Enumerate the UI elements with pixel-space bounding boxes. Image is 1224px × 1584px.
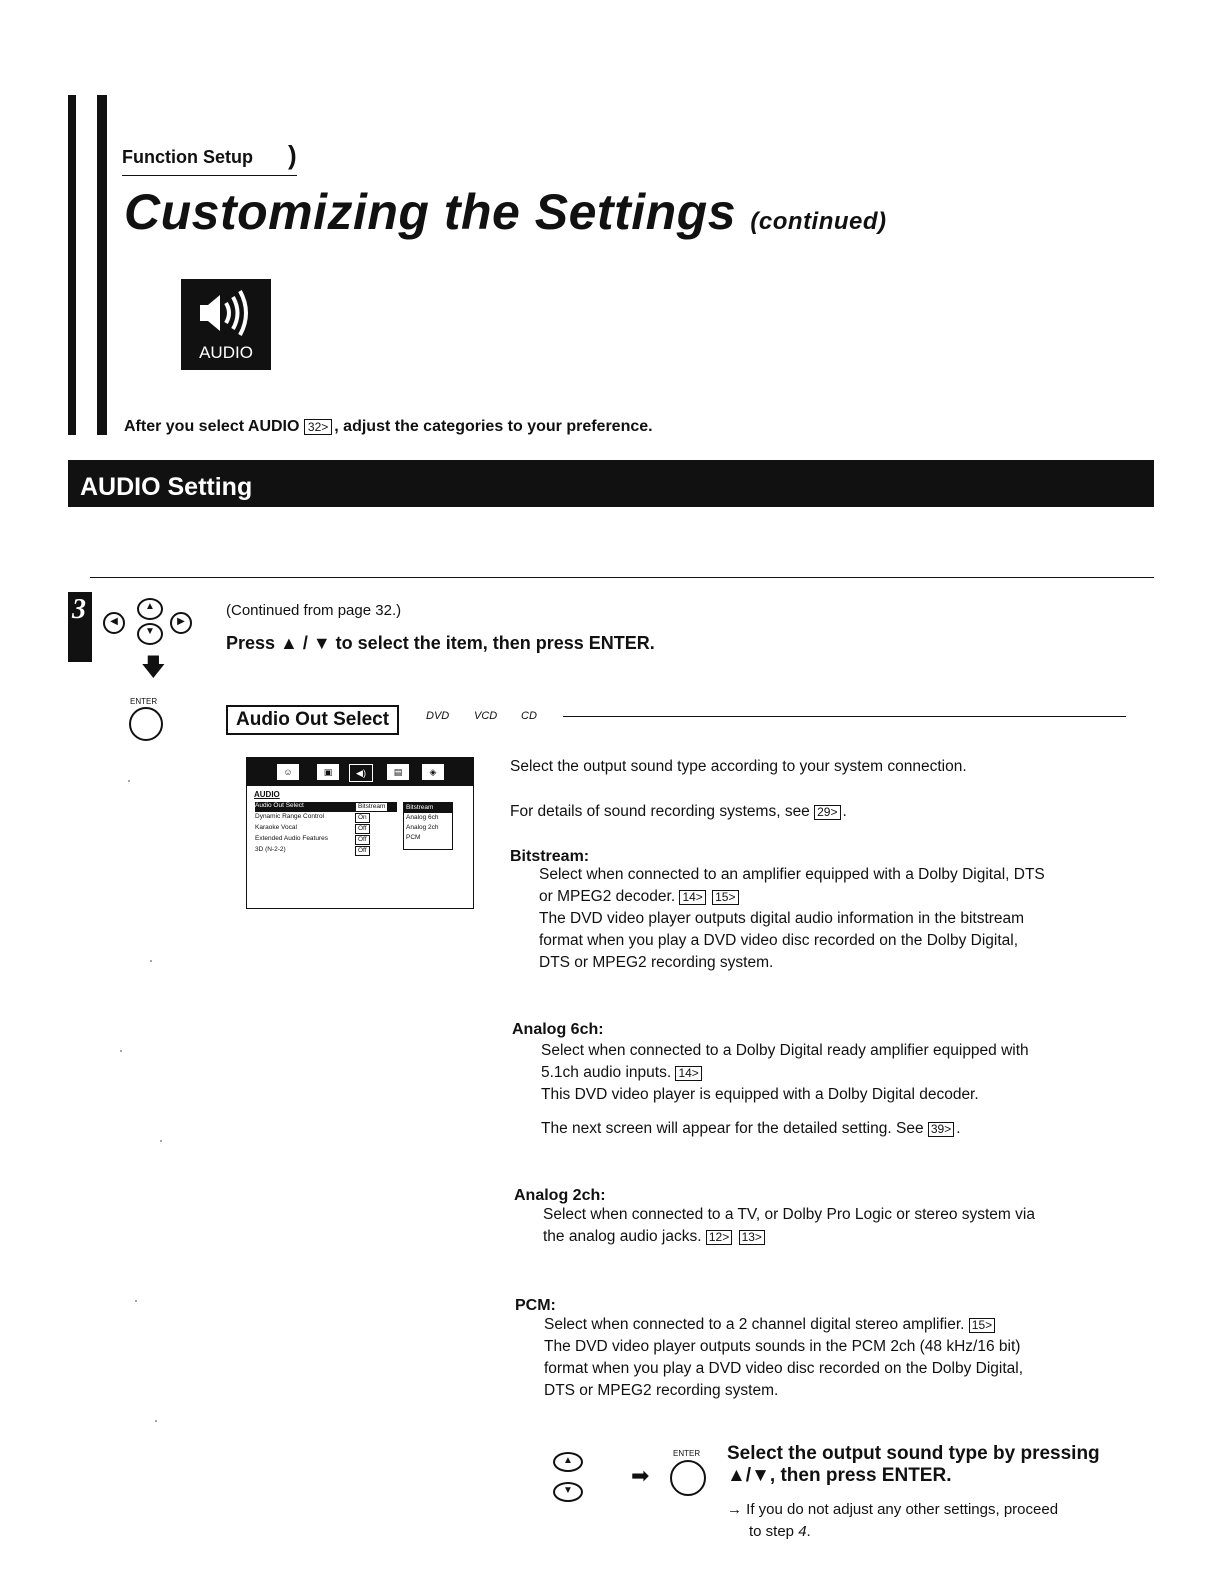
scan-speck xyxy=(150,960,152,962)
scan-speck xyxy=(160,1140,162,1142)
bitstream-heading: Bitstream: xyxy=(510,848,590,865)
bitstream-line xyxy=(539,886,1045,908)
audio-out-select-heading: Audio Out Select xyxy=(226,705,399,735)
enter-button xyxy=(670,1460,706,1496)
screen-menu-row xyxy=(255,835,397,845)
step-number-text: 3 xyxy=(72,594,86,625)
intro-before: After you select AUDIO xyxy=(124,418,300,435)
popup-option: PCM xyxy=(406,834,421,841)
menu-screen-illustration xyxy=(246,757,474,909)
audio-setting-bar xyxy=(68,460,1154,507)
pcm-heading: PCM: xyxy=(515,1297,556,1314)
analog2ch-body xyxy=(543,1204,1035,1248)
step-instruction: Press ▲ / ▼ to select the item, then press ENTER. xyxy=(226,633,655,653)
final-instruction-line: Select the output sound type by pressing xyxy=(727,1443,1100,1464)
bitstream-line: Select when connected to an amplifier equipped with a Dolby Digital, DTS xyxy=(539,866,1045,883)
final-note-text: to step xyxy=(749,1523,795,1540)
page-ref-15-number: 15 xyxy=(715,890,729,904)
scan-speck xyxy=(128,780,130,782)
audio-setting-title: AUDIO Setting xyxy=(80,473,253,501)
analog2ch-line xyxy=(543,1226,1035,1248)
page-title-main: Customizing the Settings xyxy=(124,184,736,240)
analog6ch-line: Select when connected to a Dolby Digital ready amplifier equipped with xyxy=(541,1042,1029,1059)
screen-heading: AUDIO xyxy=(254,790,280,799)
page-ref-32: 32> xyxy=(304,419,332,435)
analog2ch-line: Select when connected to a TV, or Dolby Pro Logic or stereo system via xyxy=(543,1206,1035,1223)
scan-speck xyxy=(135,1300,137,1302)
intro-after: , adjust the categories to your preference. xyxy=(334,418,653,435)
pcm-line: The DVD video player outputs sounds in the PCM 2ch (48 kHz/16 bit) xyxy=(544,1338,1021,1355)
final-note-line xyxy=(727,1521,1058,1543)
up-arrow-button: ▲ xyxy=(137,598,163,620)
screen-row-label: Dynamic Range Control xyxy=(255,813,325,820)
description-intro: Select the output sound type according to your system connection. xyxy=(510,758,967,775)
description-details xyxy=(510,801,847,823)
up-arrow-button: ▲ xyxy=(553,1452,583,1472)
page-ref-14: 14> xyxy=(675,1066,701,1081)
screen-menu-row xyxy=(255,802,397,812)
tab-audio-icon: ◀) xyxy=(349,764,373,782)
page-ref-39: 39> xyxy=(928,1122,954,1137)
screen-row-value: On xyxy=(355,813,370,823)
screen-row-label: Audio Out Select xyxy=(255,802,304,809)
popup-option: Analog 2ch xyxy=(406,824,439,831)
down-arrow-icon: 🡇 xyxy=(141,654,166,681)
screen-row-value: Off xyxy=(355,835,370,845)
enter-button xyxy=(129,707,163,741)
screen-row-label: Extended Audio Features xyxy=(255,835,328,842)
pcm-line xyxy=(544,1314,1023,1336)
pcm-line1-text: Select when connected to a 2 channel digital stereo amplifier. xyxy=(544,1316,965,1333)
bitstream-line: DTS or MPEG2 recording system. xyxy=(539,954,774,971)
bitstream-body xyxy=(539,864,1045,974)
analog6ch-line xyxy=(541,1118,1029,1140)
page-ref-29-number: 29 xyxy=(817,805,831,819)
final-instruction-line: ▲/▼, then press ENTER. xyxy=(727,1465,952,1486)
details-end: . xyxy=(842,803,847,820)
final-instruction xyxy=(727,1443,1100,1487)
analog6ch-line2-text: 5.1ch audio inputs. xyxy=(541,1064,672,1081)
analog6ch-body xyxy=(541,1040,1029,1140)
intro-text xyxy=(124,418,653,436)
continued-note: (Continued from page 32.) xyxy=(226,602,402,619)
screen-row-value: Bitstream xyxy=(355,802,388,812)
screen-menu-row xyxy=(255,846,397,856)
page-ref-14: 14> xyxy=(679,890,705,905)
audio-category-icon xyxy=(181,279,271,370)
screen-menu-row xyxy=(255,813,397,823)
bitstream-line: The DVD video player outputs digital audio information in the bitstream xyxy=(539,910,1025,927)
section-paren: ) xyxy=(288,140,297,170)
section-underline xyxy=(122,175,297,176)
pcm-body xyxy=(544,1314,1023,1402)
pcm-line: format when you play a DVD video disc recorded on the Dolby Digital, xyxy=(544,1360,1024,1377)
step-number xyxy=(68,592,92,662)
section-label: Function Setup xyxy=(122,147,253,167)
screen-row-value: Off xyxy=(355,846,370,856)
left-margin-bar xyxy=(68,95,76,435)
page-ref-15: 15> xyxy=(969,1318,995,1333)
right-arrow-icon: ➡ xyxy=(631,1463,650,1488)
scan-speck xyxy=(155,1420,157,1422)
page-title xyxy=(124,183,887,241)
speaker-icon xyxy=(198,285,254,341)
popup-option: Analog 6ch xyxy=(406,814,439,821)
disc-badge-dvd: DVD xyxy=(426,710,450,722)
screen-row-label: 3D (N-2-2) xyxy=(255,846,286,853)
bitstream-line: format when you play a DVD video disc recorded on the Dolby Digital, xyxy=(539,932,1019,949)
bitstream-line2-text: or MPEG2 decoder. xyxy=(539,888,676,905)
disc-badge-cd: CD xyxy=(521,710,537,722)
details-text: For details of sound recording systems, see xyxy=(510,803,810,820)
page-ref-14-number: 14 xyxy=(678,1066,692,1080)
left-arrow-button: ◀ xyxy=(103,612,125,634)
page-ref-12: 12> xyxy=(706,1230,732,1245)
page-ref-29: 29> xyxy=(814,805,840,820)
tab-picture-icon: ☺ xyxy=(277,764,299,780)
page-ref-13-number: 13 xyxy=(741,1230,755,1244)
final-note-line: → If you do not adjust any other settings, proceed xyxy=(727,1501,1059,1518)
screen-popup-list xyxy=(403,802,453,850)
tab-language-icon: ▤ xyxy=(387,764,409,780)
down-arrow-button: ▼ xyxy=(553,1482,583,1502)
enter-label: ENTER xyxy=(673,1449,701,1458)
page-ref-12-number: 12 xyxy=(708,1230,723,1244)
page-ref-15-number: 15 xyxy=(971,1318,986,1332)
page-ref-13: 13> xyxy=(739,1230,765,1245)
page-ref-39-number: 39 xyxy=(930,1122,945,1136)
analog6ch-line: This DVD video player is equipped with a Dolby Digital decoder. xyxy=(541,1086,979,1103)
step-divider xyxy=(90,577,1154,578)
analog6ch-line4-end: . xyxy=(956,1120,961,1137)
enter-label: ENTER xyxy=(130,697,158,706)
final-note-end: . xyxy=(806,1523,811,1540)
tab-display-icon: ▣ xyxy=(317,764,339,780)
popup-option: Bitstream xyxy=(404,803,452,813)
analog6ch-line4-text: The next screen will appear for the detailed setting. See xyxy=(541,1120,924,1137)
analog6ch-line xyxy=(541,1062,1029,1084)
step-reference: 4 xyxy=(798,1523,807,1540)
analog2ch-heading: Analog 2ch: xyxy=(514,1187,606,1204)
analog6ch-heading: Analog 6ch: xyxy=(512,1021,604,1038)
page-ref-32-number: 32 xyxy=(307,420,322,434)
page-ref-14-number: 14 xyxy=(682,890,696,904)
disc-badge-vcd: VCD xyxy=(474,710,498,722)
right-arrow-button: ▶ xyxy=(170,612,192,634)
screen-menu-row xyxy=(255,824,397,834)
screen-row-value: Off xyxy=(355,824,370,834)
page-ref-15: 15> xyxy=(712,890,738,905)
page-title-suffix: (continued) xyxy=(750,208,887,235)
audio-icon-label: AUDIO xyxy=(199,343,253,362)
pcm-line: DTS or MPEG2 recording system. xyxy=(544,1382,779,1399)
final-note xyxy=(727,1499,1058,1543)
left-margin-bar-inner xyxy=(97,95,107,435)
analog2ch-line2-text: the analog audio jacks. xyxy=(543,1228,702,1245)
down-arrow-button: ▼ xyxy=(137,623,163,645)
tab-other-icon: ◈ xyxy=(422,764,444,780)
scan-speck xyxy=(120,1050,122,1052)
screen-row-label: Karaoke Vocal xyxy=(255,824,297,831)
subsection-rule xyxy=(563,716,1126,717)
screen-tab-bar xyxy=(247,758,473,786)
